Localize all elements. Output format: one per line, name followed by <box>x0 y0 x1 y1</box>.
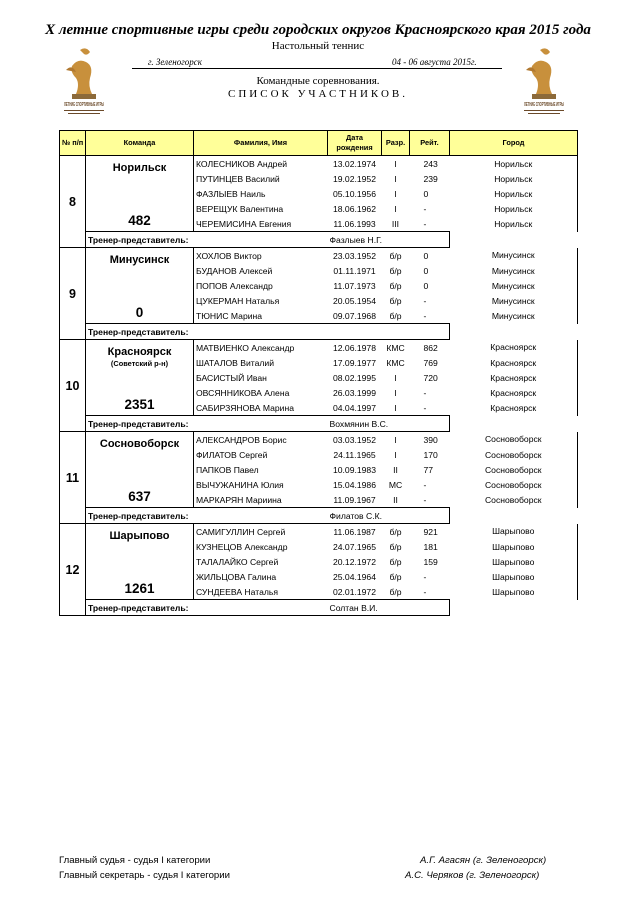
player-rank: I <box>394 173 397 184</box>
coach-label: Тренер-представитель: <box>86 324 328 340</box>
player-dob: 17.09.1977 <box>332 357 376 368</box>
player-city: Норильск <box>450 201 578 216</box>
player-rating: - <box>423 494 427 505</box>
player-rating: - <box>423 479 427 490</box>
player-name: ТАЛАЛАЙКО Сергей <box>194 554 328 569</box>
player-city: Шарыпово <box>450 539 578 554</box>
coach-name: Фазлыев Н.Г. <box>328 232 450 248</box>
coach-name <box>328 324 450 340</box>
player-city: Минусинск <box>450 278 578 293</box>
chief-secretary-name: А.С. Черяков (г. Зеленогорск) <box>405 870 540 881</box>
coach-row <box>60 232 578 248</box>
team-rating-total: 0 <box>135 305 144 320</box>
player-city: Минусинск <box>450 308 578 324</box>
player-name: ПАПКОВ Павел <box>194 462 328 477</box>
team-rating-total: 2351 <box>124 397 155 412</box>
player-name: ЦУКЕРМАН Наталья <box>194 293 328 308</box>
venue: г. Зеленогорск <box>148 57 202 67</box>
team-number: 12 <box>60 524 86 616</box>
player-dob: 04.04.1997 <box>332 402 376 413</box>
event-dates: 04 - 06 августа 2015г. <box>392 57 477 67</box>
team-cell <box>86 524 194 600</box>
coach-label: Тренер-представитель: <box>86 600 328 616</box>
player-city: Минусинск <box>450 293 578 308</box>
coach-row <box>60 508 578 524</box>
player-city: Красноярск <box>450 400 578 416</box>
team-number: 8 <box>60 156 86 248</box>
player-rank: КМС <box>386 342 405 353</box>
team-cell <box>86 156 194 232</box>
player-rank: III <box>391 218 400 229</box>
player-dob: 15.04.1986 <box>332 479 376 490</box>
player-city: Норильск <box>450 171 578 186</box>
player-rating: - <box>423 402 427 413</box>
player-rank: б/р <box>389 556 402 567</box>
player-dob: 24.11.1965 <box>333 449 376 460</box>
player-dob: 12.06.1978 <box>332 342 376 353</box>
player-rating: 0 <box>423 188 429 199</box>
player-city: Красноярск <box>450 340 578 356</box>
list-title: СПИСОК УЧАСТНИКОВ. <box>228 88 408 100</box>
player-city: Норильск <box>450 216 578 232</box>
logo-text: ЛЕТНИЕ СПОРТИВНЫЕ ИГРЫ <box>524 102 565 108</box>
column-header: Рейт. <box>410 131 450 156</box>
player-city: Шарыпово <box>450 524 578 540</box>
player-city: Шарыпово <box>450 569 578 584</box>
chief-secretary-role: Главный секретарь - судья I категории <box>59 870 230 881</box>
player-name: ХОХЛОВ Виктор <box>194 248 328 264</box>
player-rank: б/р <box>389 541 402 552</box>
coach-label: Тренер-представитель: <box>86 232 328 248</box>
player-name: ЧЕРЕМИСИНА Евгения <box>194 216 328 232</box>
player-rank: КМС <box>386 357 405 368</box>
team-number: 11 <box>60 432 86 524</box>
player-dob: 13.02.1974 <box>332 158 376 169</box>
team-name: Минусинск <box>109 254 170 266</box>
team-cell <box>86 340 194 416</box>
player-name: САБИРЗЯНОВА Марина <box>194 400 328 416</box>
player-rank: I <box>394 449 397 460</box>
player-rank: б/р <box>389 265 402 276</box>
player-name: ОВСЯННИКОВА Алена <box>194 385 328 400</box>
player-rating: 862 <box>423 342 438 353</box>
player-city: Минусинск <box>450 263 578 278</box>
player-rank: I <box>394 402 397 413</box>
player-city: Сосновоборск <box>450 492 578 508</box>
coach-row <box>60 600 578 616</box>
player-dob: 24.07.1965 <box>332 541 376 552</box>
competition-type: Командные соревнования. <box>256 75 380 87</box>
player-city: Сосновоборск <box>450 477 578 492</box>
player-dob: 01.11.1971 <box>333 265 376 276</box>
column-header: Дата рождения <box>328 131 382 156</box>
player-dob: 02.01.1972 <box>332 586 376 597</box>
player-city: Красноярск <box>450 355 578 370</box>
team-name: Норильск <box>112 162 167 174</box>
player-name: ФИЛАТОВ Сергей <box>194 447 328 462</box>
player-rating: - <box>423 586 427 597</box>
player-dob: 19.02.1952 <box>332 173 376 184</box>
player-city: Сосновоборск <box>450 447 578 462</box>
player-name: ВЕРЕЩУК Валентина <box>194 201 328 216</box>
team-number: 9 <box>60 248 86 340</box>
player-rating: 0 <box>423 250 429 261</box>
player-dob: 10.09.1983 <box>332 464 376 475</box>
player-rating: 239 <box>423 173 438 184</box>
column-header: Фамилия, Имя <box>194 131 328 156</box>
player-name: ЖИЛЬЦОВА Галина <box>194 569 328 584</box>
team-rating-total: 637 <box>128 489 151 504</box>
coach-row <box>60 324 578 340</box>
table-row <box>60 156 578 172</box>
coach-row <box>60 416 578 432</box>
player-dob: 25.04.1964 <box>332 571 376 582</box>
player-rank: I <box>394 203 397 214</box>
player-city: Шарыпово <box>450 554 578 569</box>
coach-name: Филатов С.К. <box>328 508 450 524</box>
player-rank: II <box>393 494 398 505</box>
table-header-row <box>60 131 578 156</box>
player-name: ВЫЧУЖАНИНА Юлия <box>194 477 328 492</box>
player-name: СУНДЕЕВА Наталья <box>194 584 328 600</box>
player-name: ФАЗЛЫЕВ Наиль <box>194 186 328 201</box>
player-rank: II <box>393 464 398 475</box>
player-rank: б/р <box>389 571 402 582</box>
team-cell <box>86 248 194 324</box>
player-dob: 09.07.1968 <box>332 310 376 321</box>
player-name: КОЛЕСНИКОВ Андрей <box>194 156 328 172</box>
player-rating: 170 <box>423 449 438 460</box>
table-body <box>60 156 578 616</box>
player-city: Красноярск <box>450 370 578 385</box>
player-dob: 26.03.1999 <box>332 387 376 398</box>
player-rank: МС <box>388 479 403 490</box>
coach-label: Тренер-представитель: <box>86 508 328 524</box>
player-city: Норильск <box>450 186 578 201</box>
team-rating-total: 1261 <box>124 581 155 596</box>
column-header: № п/п <box>60 131 86 156</box>
player-rating: 0 <box>423 280 429 291</box>
team-rating-total: 482 <box>128 213 151 228</box>
player-dob: 05.10.1956 <box>332 188 376 199</box>
player-dob: 11.06.1993 <box>333 218 376 229</box>
player-rank: б/р <box>389 526 402 537</box>
participants-table <box>59 130 578 616</box>
player-dob: 20.12.1972 <box>332 556 376 567</box>
player-dob: 23.03.1952 <box>332 250 376 261</box>
player-rating: 720 <box>423 372 438 383</box>
table-row <box>60 248 578 264</box>
player-name: ПОПОВ Александр <box>194 278 328 293</box>
player-rank: I <box>394 188 397 199</box>
coach-name: Солтан В.И. <box>328 600 450 616</box>
player-dob: 08.02.1995 <box>332 372 376 383</box>
team-subtitle: (Советский р-н) <box>110 359 169 368</box>
player-name: САМИГУЛЛИН Сергей <box>194 524 328 540</box>
player-rating: - <box>423 310 427 321</box>
table-row <box>60 340 578 356</box>
column-header: Разр. <box>382 131 410 156</box>
player-rank: I <box>394 372 397 383</box>
player-city: Сосновоборск <box>450 432 578 448</box>
player-rating: - <box>423 218 427 229</box>
player-rank: I <box>394 387 397 398</box>
player-rating: - <box>423 295 427 306</box>
player-dob: 18.06.1962 <box>332 203 376 214</box>
player-name: МАРКАРЯН Мариина <box>194 492 328 508</box>
player-rank: б/р <box>389 295 402 306</box>
player-rating: 769 <box>423 357 438 368</box>
player-name: БУДАНОВ Алексей <box>194 263 328 278</box>
player-name: БАСИСТЫЙ Иван <box>194 370 328 385</box>
player-dob: 11.09.1967 <box>333 494 376 505</box>
player-rating: 921 <box>423 526 438 537</box>
player-rating: 181 <box>423 541 438 552</box>
table-row <box>60 432 578 448</box>
coach-name: Вохмянин В.С. <box>328 416 450 432</box>
player-rating: - <box>423 387 427 398</box>
column-header: Город <box>450 131 578 156</box>
player-rank: I <box>394 158 397 169</box>
chief-judge-role: Главный судья - судья I категории <box>59 855 211 866</box>
player-city: Красноярск <box>450 385 578 400</box>
player-dob: 11.07.1973 <box>333 280 376 291</box>
player-rank: б/р <box>389 310 402 321</box>
player-city: Шарыпово <box>450 584 578 600</box>
player-dob: 20.05.1954 <box>332 295 376 306</box>
player-rank: б/р <box>389 280 402 291</box>
player-city: Норильск <box>450 156 578 172</box>
team-number: 10 <box>60 340 86 432</box>
player-rank: б/р <box>389 586 402 597</box>
header-divider <box>132 68 502 69</box>
player-city: Минусинск <box>450 248 578 264</box>
team-name: Сосновоборск <box>99 438 180 450</box>
column-header: Команда <box>86 131 194 156</box>
player-name: ПУТИНЦЕВ Василий <box>194 171 328 186</box>
player-name: ТЮНИС Марина <box>194 308 328 324</box>
coach-label: Тренер-представитель: <box>86 416 328 432</box>
player-rank: I <box>394 434 397 445</box>
player-city: Сосновоборск <box>450 462 578 477</box>
player-rating: - <box>423 203 427 214</box>
table-row <box>60 524 578 540</box>
player-rating: 243 <box>423 158 438 169</box>
chief-judge-name: А.Г. Агасян (г. Зеленогорск) <box>420 855 547 866</box>
player-name: АЛЕКСАНДРОВ Борис <box>194 432 328 448</box>
sport-name: Настольный теннис <box>271 40 365 52</box>
team-name: Шарыпово <box>109 530 170 542</box>
player-name: МАТВИЕНКО Александр <box>194 340 328 356</box>
player-rating: 77 <box>423 464 434 475</box>
games-logo-right <box>520 44 568 122</box>
player-rating: - <box>423 571 427 582</box>
logo-text: ЛЕТНИЕ СПОРТИВНЫЕ ИГРЫ <box>64 102 105 108</box>
player-dob: 03.03.1952 <box>332 434 376 445</box>
player-rating: 390 <box>423 434 438 445</box>
games-logo-left <box>60 44 108 122</box>
player-rating: 159 <box>423 556 438 567</box>
team-name: Красноярск <box>107 346 172 358</box>
player-name: КУЗНЕЦОВ Александр <box>194 539 328 554</box>
team-cell <box>86 432 194 508</box>
player-name: ШАТАЛОВ Виталий <box>194 355 328 370</box>
player-rating: 0 <box>423 265 429 276</box>
player-rank: б/р <box>389 250 402 261</box>
document-title: X летние спортивные игры среди городских округов Красноярского края 2015 года <box>45 22 591 38</box>
player-dob: 11.06.1987 <box>333 526 376 537</box>
